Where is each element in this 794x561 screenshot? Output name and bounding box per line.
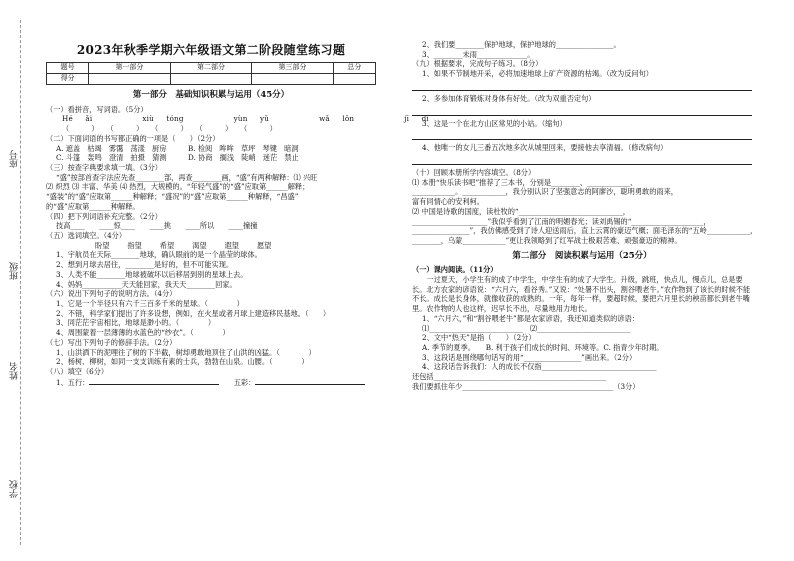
q4-item[interactable]: ____所以 [185, 221, 215, 231]
reading-question-4[interactable]: 4、这段话告诉我们：人的成长不仅指________________________________ [422, 362, 657, 372]
answer-blank[interactable] [89, 377, 219, 385]
question-1: （一）看拼音，写词语。（5分） [46, 104, 148, 114]
question-5: （五）选词填空。（4分） [46, 231, 127, 240]
pinyin-word: jī dì [404, 114, 429, 124]
part1-title: 第一部分 基础知识积累与运用（45分） [132, 90, 290, 101]
q6-item[interactable]: 4、周围蒙着一层薄薄的水蓝色的“纱衣”。（ ） [56, 328, 230, 338]
word-bank-item: 愿望 [256, 240, 272, 250]
word-bank-item: 盼望 [95, 240, 110, 250]
score-input[interactable] [252, 74, 334, 85]
score-cell: 第三部分 [252, 63, 334, 74]
score-header-row [47, 63, 376, 74]
part2-title: 第二部分 阅读积累与运用（25分） [512, 250, 652, 261]
reading-q1-answers[interactable]: ⑴__________________________ ⑵__________________________ [422, 323, 631, 333]
pinyin-answer-row[interactable]: （ ） （ ） （ ） （ ） （ ） [62, 124, 277, 134]
q10-line[interactable]: ⑵ 中国是诗歌的国度，读杜牧的“_____________________________， [412, 206, 630, 216]
question-6: （六）说出下列句子的说明方法。（4分） [46, 289, 177, 299]
q3-line: ⑵ 炽烈 ⑶ 丰富、华美 ⑷ 热烈，大规模的。“年轻气盛”的“盛”应取第______解释； [46, 182, 310, 192]
q8-label: 1、五行： [56, 377, 90, 387]
q5-item[interactable]: 4、妈妈___________天天能回家，我天天________回家。 [56, 279, 237, 289]
score-input[interactable] [170, 74, 252, 85]
q8-item-3[interactable]: 3、________未雨______________。 [422, 49, 535, 59]
pinyin-row [46, 114, 429, 124]
q10-line[interactable]: ________，乌蒙____________”更让我领略到了红军战士极艰苦难、顽强豪迈的精神。 [412, 236, 682, 246]
q6-item[interactable]: 2、不错，科学家们提出了许多设想，例如，在火星或者月球上建造移民基地。（ ） [56, 308, 331, 318]
q8-item-2[interactable]: 2、我们要________保护地球，保护地球的________________。 [422, 40, 621, 49]
score-input[interactable] [89, 74, 171, 85]
score-cell: 第一部分 [89, 63, 171, 74]
answer-blank[interactable] [255, 377, 365, 385]
q10-line[interactable]: ____________。____________，我分别认识了坚强意志的阿廖沙，聪明勇敢的雨来， [412, 187, 678, 197]
option-a[interactable]: A. 遮盖 枯竭 雾霭 荡漾 厨房 [56, 143, 167, 153]
q9-item: 4、他唯一的女儿三番五次地多次从城里回来，要接他去享清福。（修改病句） [422, 143, 668, 153]
answer-line[interactable] [412, 154, 752, 165]
page-title: 2023年秋季学期六年级语文第二阶段随堂练习题 [76, 43, 346, 57]
q2-options-row2 [46, 153, 376, 163]
question-8: （八）填空（6分） [46, 367, 109, 377]
pinyin-word: wǎ lǒn [319, 114, 355, 124]
score-cell: 第二部分 [170, 63, 252, 74]
answer-line[interactable] [412, 80, 752, 91]
reading-question-3[interactable]: 3、这段话是围绕哪句话写的用“________________”画出来。（2分） [422, 352, 637, 362]
score-cell: 题号 [47, 63, 89, 74]
option-d[interactable]: D. 协商 搁浅 陡峭 迷茫 禁止 [188, 153, 299, 163]
q5-item[interactable]: 2、想到月球去居住，________是好的，但不可能实现。 [56, 260, 234, 270]
reading-passage: 一过夏天，小学生有的成了中学生，中学生有的成了大学生。升级，跳班，快点儿，慢点儿，总是要长。北方农家的谚语说：“六月六，看谷秀。”又说：“处暑不出头，割谷喂老牛。”农作物到了该长的时候不能不长。成长是长身体，就像收获的成熟的。一年，每年一样，要超时候，要把六月里长的秧苗都长到老牛嘴里。农作物的人也这样，迟早长不出，尽量地用力地长。 [412, 274, 751, 314]
q4-item[interactable]: ____挑 [149, 221, 172, 231]
q4-item[interactable]: ____惊____ [99, 221, 136, 231]
q2-options-row1 [46, 144, 376, 154]
score-value-row [47, 74, 376, 85]
reading-question-2: 2、文中“热天”是指（ ）（2分） [422, 333, 536, 343]
binding-line [20, 20, 21, 545]
score-input[interactable] [333, 74, 375, 85]
q6-item[interactable]: 1、它是一个半径只有六千三百多千米的星球。（ ） [56, 299, 244, 309]
right-column [412, 40, 758, 392]
pinyin-word: yùn yǔ [233, 114, 270, 124]
question-4: （四）把下列词语补充完整。（2分） [46, 211, 162, 221]
q3-line: “盛装”的“盛”应取第______种解释；“盛况”的“盛”应取第______种解释，“昌盛” [46, 192, 299, 202]
answer-line[interactable] [412, 105, 752, 116]
q4-item[interactable]: 技高____ [56, 221, 85, 231]
name-label: 姓名 [10, 362, 20, 380]
pinyin-word: Hé ǎi [62, 114, 93, 124]
question-3: （三）按查字典要求填一填。（3分） [46, 162, 162, 172]
word-bank-item: 希望 [159, 240, 175, 250]
reading-question-1: 1、“六月六，”和“割谷喂老牛”都是农家谚语，我还知道类似的谚语： [422, 313, 639, 323]
q10-line[interactable]: ⑴ 本册“快乐读书吧”推荐了三本书，分别是________、____________、 [412, 177, 638, 187]
q3-line: “盛”按部首查字法应先查________部，再查________画，“盛”有两种解释：⑴ 兴旺 [56, 172, 318, 182]
question-7: （七）写出下列句子的修辞手法。（2分） [46, 337, 177, 347]
q9-item: 3、这是一个在北方山区常见的小站。（缩句） [422, 118, 567, 128]
pinyin-word: xiù tóng [142, 114, 184, 124]
reading-q4-continued[interactable]: 还包括________________________________________________ [412, 372, 607, 382]
q6-item[interactable]: 3、同茫茫宇宙相比，地球是渺小的。（ ） [56, 318, 216, 328]
q5-item[interactable]: 3、人类不能________地球被破坏以后移居到别的星球上去。 [56, 269, 248, 279]
q10-line: 富有同情心的安利柯。 [412, 197, 484, 207]
word-bank-item: 指望 [127, 240, 142, 250]
q9-item: 1、如果不节制地开采，必将加速地球上矿产资源的枯竭。（改为反问句） [422, 69, 653, 79]
reading-q2-options [412, 343, 752, 353]
q7-item[interactable]: 1、山洪洒下的泥哩往了树的下半截，树却勇敢地顶住了山洪的凶猛。（ ） [56, 347, 316, 357]
option-b[interactable]: B. 利于孩子们成长的时间、环境等。C. 指青少年时期。 [485, 343, 664, 352]
option-b[interactable]: B. 检阅 哞哞 草坪 琴键 暗洞 [187, 143, 299, 153]
question-10: （十）回顾本册所学内容填空。（8分） [412, 168, 536, 178]
q7-item[interactable]: 2、杨树、柳树，如同一支支训练有素的士兵，勃勃在山泉。山腰。（ ） [56, 357, 309, 367]
score-cell: 总分 [333, 63, 375, 74]
seat-label: 座号 [10, 150, 20, 168]
option-a[interactable]: A. 季节的夏季。 [422, 343, 472, 352]
q8-label: 五彩： [233, 377, 256, 387]
score-table [46, 62, 376, 85]
q8-item-1 [46, 377, 376, 388]
question-9: （九）根据要求，完成句子练习。（8分） [412, 59, 543, 69]
reading-label: （一）课内阅读。（11分） [412, 265, 498, 275]
score-cell: 得分 [47, 74, 89, 85]
word-bank [46, 241, 376, 251]
q4-items [46, 221, 376, 231]
q4-item[interactable]: ____撞撞 [228, 221, 258, 231]
school-label: 学校 [10, 480, 20, 498]
q10-line[interactable]: _____________________”我似乎看到了江南的明媚春光；读刘禹锡的“____________________， [412, 216, 711, 226]
q10-line[interactable]: ________________”，我仿佛感受到了诗人迎送雨后，直上云霄的豪迈气概；面毛泽东的“五岭____________， [412, 226, 758, 236]
question-2: （二）下面词语的书写都正确的一项是（ ）（2分） [46, 133, 220, 143]
q3-line: 的“盛”应取第______种解释。 [46, 201, 140, 211]
class-label: 班级 [10, 262, 20, 280]
word-bank-item: 渴望 [192, 240, 207, 250]
q5-item[interactable]: 1、宇航员在天际________地球，确认眼前的是一个晶莹的球体。 [56, 250, 262, 260]
option-c[interactable]: C. 斗篷 轰鸣 澄清 拍摄 猜测 [56, 153, 167, 163]
word-bank-item: 遐望 [224, 240, 239, 250]
q9-item: 2、多参加体育锻炼对身体有好处。（改为双重否定句） [422, 93, 596, 103]
left-column [46, 0, 429, 388]
reading-question-5[interactable]: 我们要抓住年少__________________________________________（3分） [412, 381, 640, 391]
answer-line[interactable] [412, 129, 752, 140]
